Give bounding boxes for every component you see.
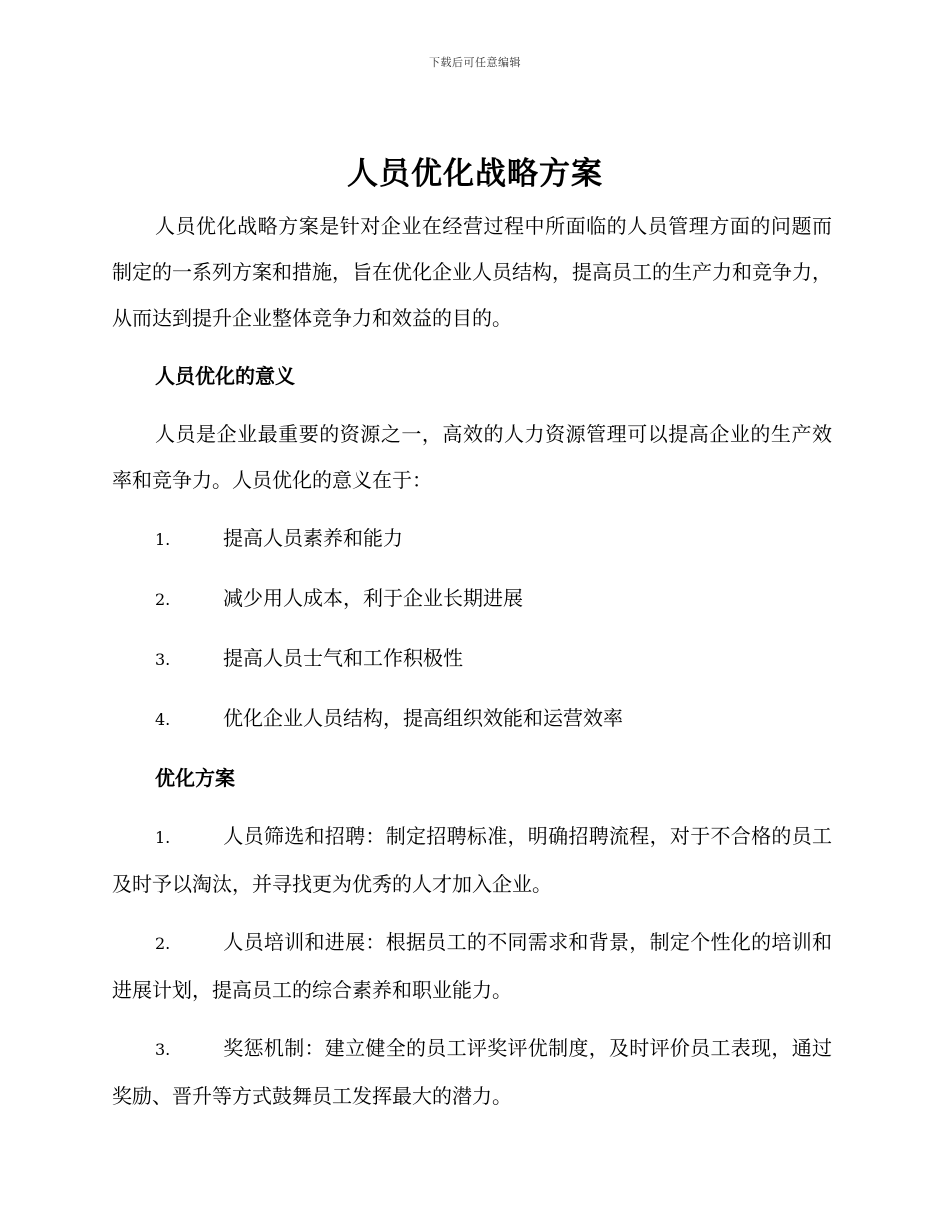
significance-paragraph: 人员是企业最重要的资源之一，高效的人力资源管理可以提高企业的生产效率和竞争力。人员优化的意义在于： <box>112 422 832 492</box>
list-item <box>112 813 832 907</box>
list-text: 减少用人成本，利于企业长期进展 <box>223 586 523 610</box>
list-text: 提高人员素养和能力 <box>223 526 403 550</box>
list-number: 3. <box>155 650 171 669</box>
list-number: 2. <box>155 934 171 953</box>
list-text: 提高人员士气和工作积极性 <box>223 646 463 670</box>
list-number: 3. <box>155 1040 171 1059</box>
list-number: 1. <box>155 828 171 847</box>
list-text: 人员培训和进展：根据员工的不同需求和背景，制定个性化的培训和进展计划，提高员工的综合素养和职业能力。 <box>112 930 832 1002</box>
list-text: 优化企业人员结构，提高组织效能和运营效率 <box>223 706 623 730</box>
list-item <box>112 575 832 623</box>
list-number: 2. <box>155 590 171 609</box>
header-note: 下载后可任意编辑 <box>429 56 521 69</box>
document-title: 人员优化战略方案 <box>347 156 603 192</box>
list-item <box>112 635 832 683</box>
list-item <box>112 1025 832 1119</box>
intro-paragraph: 人员优化战略方案是针对企业在经营过程中所面临的人员管理方面的问题而制定的一系列方案和措施，旨在优化企业人员结构，提高员工的生产力和竞争力，从而达到提升企业整体竞争力和效益的目的。 <box>112 214 832 330</box>
list-item <box>112 695 832 743</box>
document-body <box>112 203 832 1131</box>
section-heading-significance: 人员优化的意义 <box>155 364 295 388</box>
section-heading-plan: 优化方案 <box>155 766 235 790</box>
list-item <box>112 919 832 1013</box>
list-text: 人员筛选和招聘：制定招聘标准，明确招聘流程，对于不合格的员工及时予以淘汰，并寻找更为优秀的人才加入企业。 <box>112 824 832 896</box>
list-number: 1. <box>155 530 171 549</box>
list-text: 奖惩机制：建立健全的员工评奖评优制度，及时评价员工表现，通过奖励、晋升等方式鼓舞员工发挥最大的潜力。 <box>112 1036 832 1108</box>
list-item <box>112 515 832 563</box>
list-number: 4. <box>155 710 171 729</box>
